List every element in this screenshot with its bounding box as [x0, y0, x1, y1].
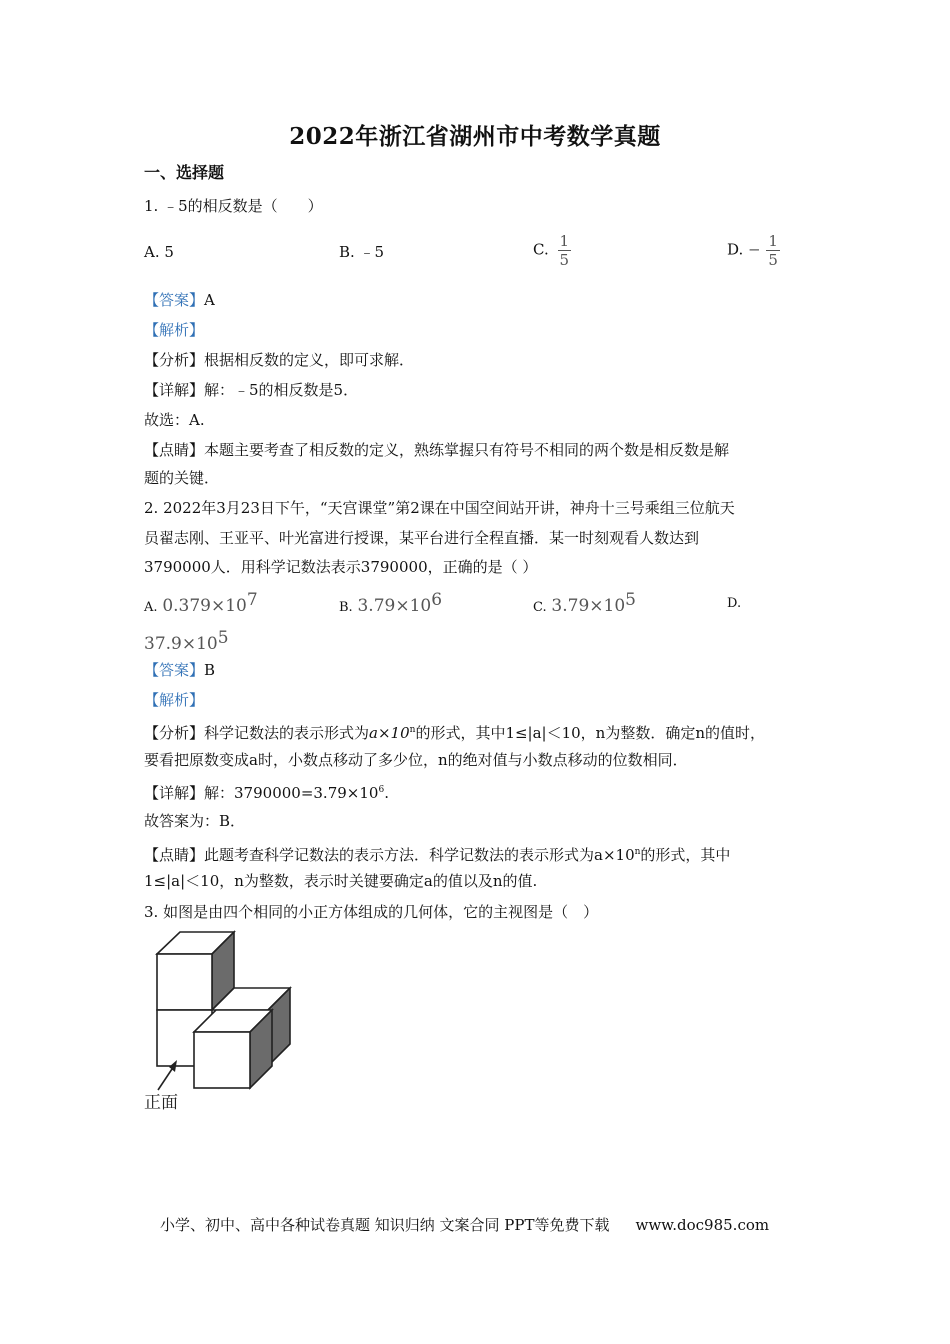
- option-label: A.: [144, 600, 158, 615]
- q2-fenxi: [144, 720, 765, 743]
- figure-label: 正面: [144, 1093, 178, 1113]
- q1-dianjing-cont: 题的关键．: [144, 469, 220, 487]
- option-label: C.: [533, 600, 547, 615]
- q2-option-c: [533, 590, 636, 618]
- exponent: 7: [246, 590, 258, 610]
- front-cube-front-face: [194, 1032, 250, 1088]
- dianjing-text: 此题考查科学记数法的表示方法．科学记数法的表示形式为a×10: [204, 846, 635, 864]
- dianjing-text-cont: 的形式，其中: [640, 846, 731, 864]
- page-footer: [160, 1214, 769, 1235]
- q1-stem: 1. ﹣5的相反数是（ ）: [144, 197, 323, 215]
- q2-answer: [144, 660, 215, 680]
- q1-fenxi: [144, 350, 414, 370]
- option-math: 3.79×10: [357, 596, 432, 616]
- answer-value: A: [204, 291, 215, 309]
- footer-text: 小学、初中、高中各种试卷真题 知识归纳 文案合同 PPT等免费下载: [160, 1216, 610, 1234]
- fenxi-tag: 【分析】: [144, 724, 205, 742]
- q2-xiangjie: [144, 780, 389, 803]
- option-math: 0.379×10: [162, 596, 247, 616]
- q1-dianjing: [144, 440, 729, 460]
- section-heading: 一、选择题: [144, 163, 225, 182]
- fenxi-text: 根据相反数的定义，即可求解．: [204, 351, 415, 369]
- exponent: 5: [217, 628, 229, 648]
- q2-stem-line2: 员翟志刚、王亚平、叶光富进行授课，某平台进行全程直播．某一时刻观看人数达到: [144, 529, 700, 547]
- answer-value: B: [204, 661, 216, 679]
- q1-option-a: A. 5: [144, 243, 174, 261]
- q1-option-b: B. ﹣5: [339, 243, 385, 261]
- q2-choice: 故答案为：B．: [144, 812, 246, 830]
- option-label: D.: [727, 596, 742, 611]
- option-math: 37.9×10: [144, 634, 218, 654]
- q1-choice: 故选：A.: [144, 411, 205, 429]
- q1-option-c: [533, 232, 571, 269]
- exponent: n: [409, 725, 416, 735]
- q2-analysis-tag: 【解析】: [144, 691, 205, 709]
- top-cube-front-face: [157, 954, 212, 1010]
- page-title: 2022年浙江省湖州市中考数学真题: [289, 123, 661, 150]
- q2-stem-line1: 2. 2022年3月23日下午，“天宫课堂”第2课在中国空间站开讲，神舟十三号乘组三位航天: [144, 499, 735, 517]
- option-label: C.: [533, 240, 549, 259]
- q1-analysis-tag: 【解析】: [144, 321, 205, 339]
- cube-figure: [140, 926, 300, 1120]
- exponent: n: [634, 847, 641, 857]
- q2-option-d: [144, 628, 229, 654]
- option-label: B.: [339, 600, 353, 615]
- fenxi-text-cont: 的形式，其中1≤|a|＜10，n为整数．确定n的值时，: [415, 724, 766, 742]
- fraction: [766, 232, 780, 269]
- q2-stem-line3: 3790000人．用科学记数法表示3790000，正确的是（ ）: [144, 558, 538, 576]
- q2-option-a: [144, 590, 258, 618]
- dianjing-tag: 【点睛】: [144, 846, 205, 864]
- q3-stem: 3. 如图是由四个相同的小正方体组成的几何体，它的主视图是（ ）: [144, 903, 599, 921]
- fenxi-text: 科学记数法的表示形式为: [204, 724, 370, 742]
- q2-dianjing-cont: 1≤|a|＜10，n为整数，表示时关键要确定a的值以及n的值.: [144, 872, 538, 890]
- footer-url[interactable]: www.doc985.com: [635, 1216, 770, 1234]
- q1-answer: [144, 290, 215, 310]
- fraction-denominator: 5: [559, 251, 570, 269]
- exponent: 6: [378, 785, 385, 795]
- fraction: [558, 232, 572, 269]
- q2-option-d-label: [727, 592, 741, 614]
- xiangjie-tag: 【详解】: [144, 381, 205, 399]
- exponent: 6: [431, 590, 443, 610]
- q2-dianjing: [144, 842, 730, 865]
- answer-tag: 【答案】: [144, 291, 205, 309]
- formula: a×10: [369, 724, 410, 742]
- option-label: D.: [727, 240, 744, 259]
- q1-xiangjie: [144, 380, 358, 400]
- dianjing-tag: 【点睛】: [144, 441, 205, 459]
- q1-option-d: [727, 232, 780, 269]
- minus-sign: −: [748, 240, 761, 259]
- exponent: 5: [625, 590, 636, 610]
- fenxi-tag: 【分析】: [144, 351, 205, 369]
- xiangjie-text: 解：﹣5的相反数是5．: [204, 381, 359, 399]
- fraction-numerator: 1: [768, 232, 778, 250]
- xiangjie-tag: 【详解】: [144, 784, 205, 802]
- answer-tag: 【答案】: [144, 661, 205, 679]
- q2-fenxi-cont: 要看把原数变成a时，小数点移动了多少位，n的绝对值与小数点移动的位数相同．: [144, 751, 688, 769]
- fraction-denominator: 5: [768, 251, 778, 269]
- q2-option-b: [339, 590, 442, 618]
- xiangjie-text: 解：3790000=3.79×10: [204, 784, 379, 802]
- dianjing-text: 本题主要考查了相反数的定义，熟练掌握只有符号不相同的两个数是相反数是解: [204, 441, 730, 459]
- xiangjie-end: .: [384, 784, 389, 802]
- fraction-numerator: 1: [559, 232, 570, 250]
- option-math: 3.79×10: [551, 596, 626, 616]
